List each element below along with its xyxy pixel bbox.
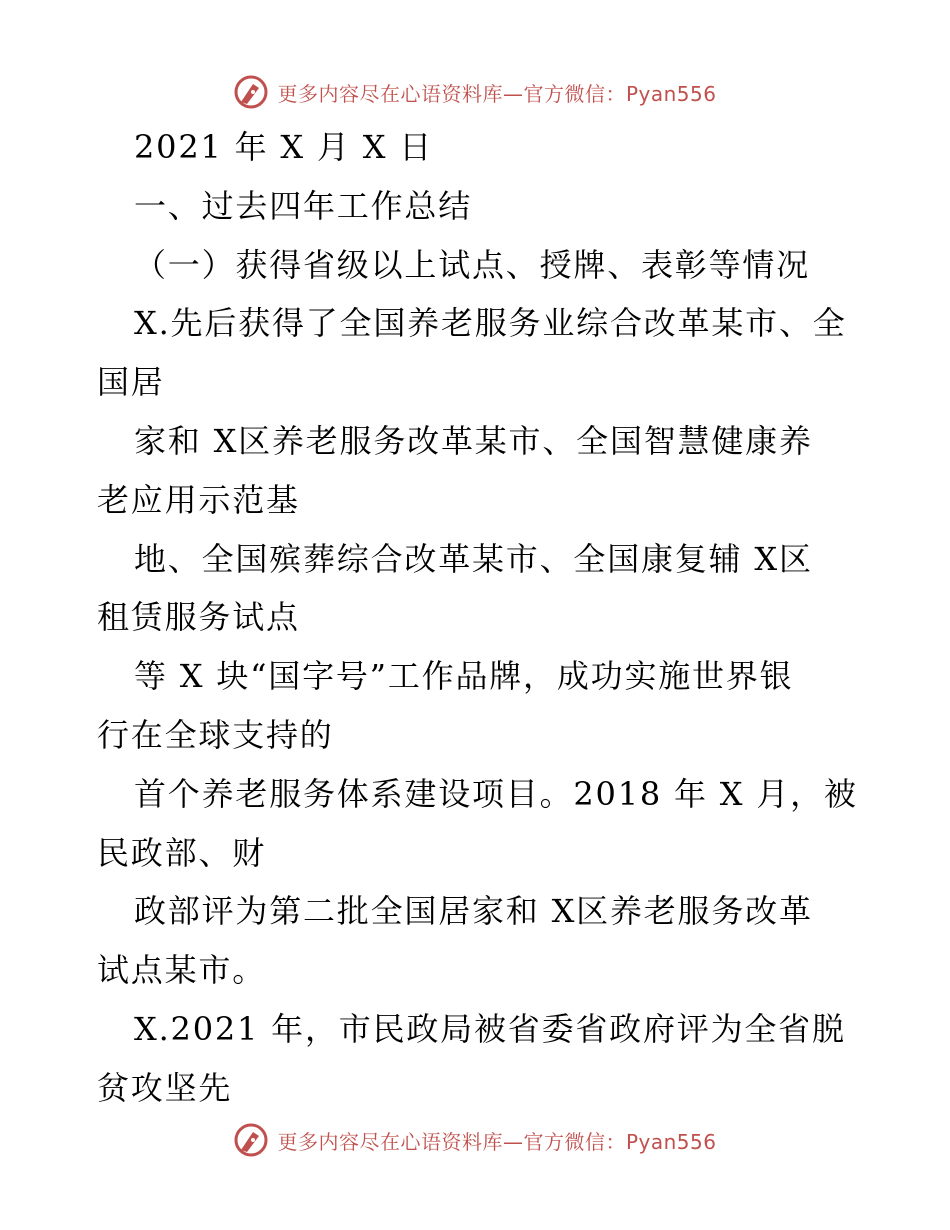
- text-line: X.先后获得了全国养老服务业综合改革某市、全: [134, 304, 847, 343]
- pen-nib-logo-icon: [233, 1122, 269, 1158]
- text-line: 2021 年 X 月 X 日: [134, 128, 434, 166]
- watermark-text: 更多内容尽在心语资料库—官方微信：Pyan556: [277, 1129, 717, 1154]
- text-line: 租赁服务试点: [97, 598, 300, 637]
- text-line: 首个养老服务体系建设项目。2018 年 X 月，被: [134, 774, 858, 813]
- text-line: 老应用示范基: [97, 480, 300, 519]
- text-line: 国居: [97, 363, 165, 402]
- text-line: （一）获得省级以上试点、授牌、表彰等情况: [134, 245, 811, 284]
- header-watermark: [0, 72, 950, 112]
- text-line: X.2021 年，市民政局被省委省政府评为全省脱: [134, 1009, 846, 1048]
- text-line: 民政部、财: [97, 833, 267, 872]
- text-line: 家和 X区养老服务改革某市、全国智慧健康养: [134, 421, 813, 460]
- text-line: 贫攻坚先: [97, 1068, 233, 1107]
- text-line: 一、过去四年工作总结: [134, 186, 473, 225]
- text-line: 试点某市。: [97, 951, 267, 990]
- text-line: 等 X 块“国字号”工作品牌，成功实施世界银: [134, 657, 794, 696]
- text-line: 行在全球支持的: [97, 715, 334, 754]
- watermark-text: 更多内容尽在心语资料库—官方微信：Pyan556: [277, 81, 717, 106]
- text-line: 政部评为第二批全国居家和 X区养老服务改革: [134, 892, 813, 931]
- footer-watermark: [0, 1120, 950, 1160]
- document-body: [0, 118, 950, 1118]
- pen-nib-logo-icon: [233, 74, 269, 110]
- text-line: 地、全国殡葬综合改革某市、全国康复辅 X区: [134, 539, 813, 578]
